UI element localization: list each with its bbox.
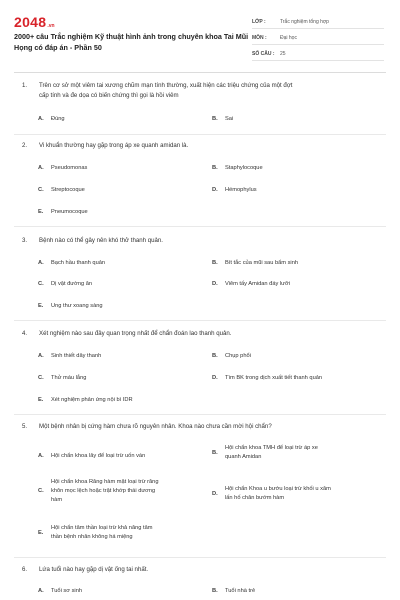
answer-option-c[interactable] [38,374,203,383]
option-text-line: Đúng [51,116,65,122]
question-text-line: cấp tính và đe dọa có biến chứng thì gọi là hồi viêm [39,92,179,99]
answer-option-a[interactable] [38,452,203,461]
option-text [51,259,105,268]
option-letter: C. [38,281,44,287]
option-letter: A. [38,453,44,459]
option-text-line: Streptocoque [51,187,85,193]
answer-option-b[interactable] [212,587,377,596]
question-text [39,565,379,575]
option-text [51,164,87,173]
option-letter: D. [212,187,218,193]
answer-option-b[interactable] [212,164,377,173]
option-text [225,587,255,596]
option-letter: B. [212,353,218,359]
answer-option-a[interactable] [38,164,203,173]
option-text [225,374,322,383]
option-text [51,352,101,361]
answer-option-d[interactable] [212,280,377,289]
question-text [39,81,379,101]
option-text [225,485,331,503]
answer-option-c[interactable] [38,280,203,289]
meta-class-value: Trắc nghiệm tổng hợp [280,19,329,25]
option-letter: D. [212,375,218,381]
question-divider [14,557,386,558]
option-text-line: Xét nghiệm phản ứng nội bì IDR [51,397,133,403]
option-text [225,186,257,195]
option-letter: C. [38,375,44,381]
site-logo[interactable] [14,14,55,30]
option-text-line: Hémophylus [225,187,257,193]
meta-count-label: SỐ CÂU : [252,51,275,57]
answer-option-d[interactable] [212,485,377,503]
question-text-line: Lứa tuổi nào hay gặp dị vật ống tai nhất. [39,566,149,573]
option-text [225,280,290,289]
question-number: 6. [22,566,28,573]
answer-option-e[interactable] [38,524,203,542]
option-text-line: thần bệnh nhân không há miệng [51,534,133,540]
answer-option-d[interactable] [212,374,377,383]
option-letter: E. [38,209,44,215]
logo-text: 2048 [14,14,47,30]
meta-subject-row [252,32,384,45]
meta-count-row [252,48,384,61]
answer-option-b[interactable] [212,444,377,462]
option-letter: E. [38,397,44,403]
option-text-line: Ung thư xoang sàng [51,303,103,309]
question-divider [14,414,386,415]
question-divider [14,134,386,135]
question-divider [14,226,386,227]
question-text-line: Một bệnh nhân bị cứng hàm chưa rõ nguyên nhân. Khoa nào chưa cần mời hội chẩn? [39,423,272,430]
option-letter: A. [38,165,44,171]
option-text-line: Hội chẩn Khoa u bướu loại trừ khối u xâm [225,486,331,492]
question-text-line: Xét nghiệm nào sau đây quan trọng nhất để chẩn đoán lao thanh quản. [39,330,232,337]
option-text-line: Sinh thiết dây thanh [51,353,102,359]
option-text-line: Sai [225,116,234,122]
option-text-line: Pneumocoque [51,209,88,215]
option-text-line: Pseudomonas [51,165,88,171]
option-text-line: Hội chẩn khoa TMH để loại trừ áp xe [225,445,318,451]
answer-option-c[interactable] [38,478,203,505]
question-text [39,329,379,339]
option-letter: B. [212,260,218,266]
answer-option-b[interactable] [212,352,377,361]
option-letter: A. [38,353,44,359]
page-header [0,0,400,70]
option-text-line: Hội chẩn tâm thần loại trừ khả năng tâm [51,525,153,531]
answer-option-b[interactable] [212,115,377,124]
question-number: 4. [22,330,28,337]
answer-option-e[interactable] [38,208,203,217]
answer-option-c[interactable] [38,186,203,195]
question-number: 3. [22,237,28,244]
option-letter: E. [38,529,44,536]
answer-option-a[interactable] [38,259,203,268]
option-text-line: Hội chẩn khoa Răng hàm mặt loại trừ răng [51,479,159,485]
meta-count-value: 25 [280,51,286,57]
option-letter: B. [212,116,218,122]
answer-option-a[interactable] [38,587,203,596]
question-text-line: Trên cơ sở một viêm tai xương chũm mạn tính thường, xuất hiện các triệu chứng của một đợt [39,82,293,89]
question-number: 2. [22,142,28,149]
option-text-line: khôn mọc lệch hoặc trật khớp thái dương [51,488,156,494]
question-number: 1. [22,82,28,89]
option-text-line: Dị vật đường ăn [51,281,93,287]
answer-option-d[interactable] [212,186,377,195]
option-text [225,352,251,361]
meta-class-label: LỚP : [252,19,266,25]
option-letter: A. [38,116,44,122]
option-text [51,587,82,596]
header-divider [14,72,386,73]
option-text [51,524,153,542]
option-text-line: lấn hố chân bướm hàm [225,495,285,501]
option-letter: D. [212,490,218,497]
answer-option-b[interactable] [212,259,377,268]
meta-info [252,16,384,64]
option-text-line: Hội chẩn khoa lây để loại trừ uốn ván [51,453,146,459]
option-text-line: Bít tắc của mũi sau bẩm sinh [225,260,299,266]
option-letter: D. [212,281,218,287]
option-letter: B. [212,449,218,456]
question-text [39,422,379,432]
option-letter: A. [38,588,44,594]
option-text [51,374,86,383]
option-text [51,302,103,311]
option-text-line: Tuổi sơ sinh [51,588,83,594]
logo-domain: .vn [47,23,55,29]
option-letter: E. [38,303,44,309]
question-text-line: Bệnh nào có thể gây nên khó thở thanh quản. [39,237,163,244]
option-letter: B. [212,165,218,171]
option-letter: B. [212,588,218,594]
question-text [39,141,379,151]
meta-subject-label: MÔN : [252,35,267,41]
answer-option-a[interactable] [38,352,203,361]
answer-option-e[interactable] [38,396,203,405]
option-text [51,452,145,461]
answer-option-a[interactable] [38,115,203,124]
option-letter: A. [38,260,44,266]
option-text-line: hàm [51,497,63,503]
option-text [51,186,85,195]
option-text [225,115,233,124]
document-title: 2000+ câu Trắc nghiệm Kỹ thuật hình ảnh trong chuyên khoa Tai Mũi Họng có đáp án - Phần 50 [14,32,249,52]
option-text [51,280,92,289]
option-text-line: quanh Amidan [225,454,262,460]
question-text-line: Vi khuẩn thường hay gặp trong áp xe quanh amidan là. [39,142,189,149]
question-number: 5. [22,423,28,430]
question-divider [14,320,386,321]
option-text [51,208,88,217]
meta-class-row [252,16,384,29]
meta-subject-value: Đại học [280,35,297,41]
question-text [39,236,379,246]
option-text-line: Bạch hầu thanh quản [51,260,106,266]
option-text-line: Tuổi nhà trẻ [225,588,256,594]
option-text-line: Tìm BK trong dịch xuất tiết thanh quản [225,375,323,381]
option-text-line: Staphylocoque [225,165,263,171]
answer-option-e[interactable] [38,302,203,311]
option-text [51,115,65,124]
option-letter: C. [38,488,44,494]
option-text [225,259,298,268]
option-text [51,396,133,405]
option-text [225,444,318,462]
option-letter: C. [38,187,44,193]
option-text [225,164,263,173]
option-text-line: Thử máu lắng [51,375,87,381]
option-text-line: Viêm tấy Amidan đáy lưỡi [225,281,290,287]
option-text [51,478,159,505]
option-text-line: Chụp phổi [225,353,251,359]
